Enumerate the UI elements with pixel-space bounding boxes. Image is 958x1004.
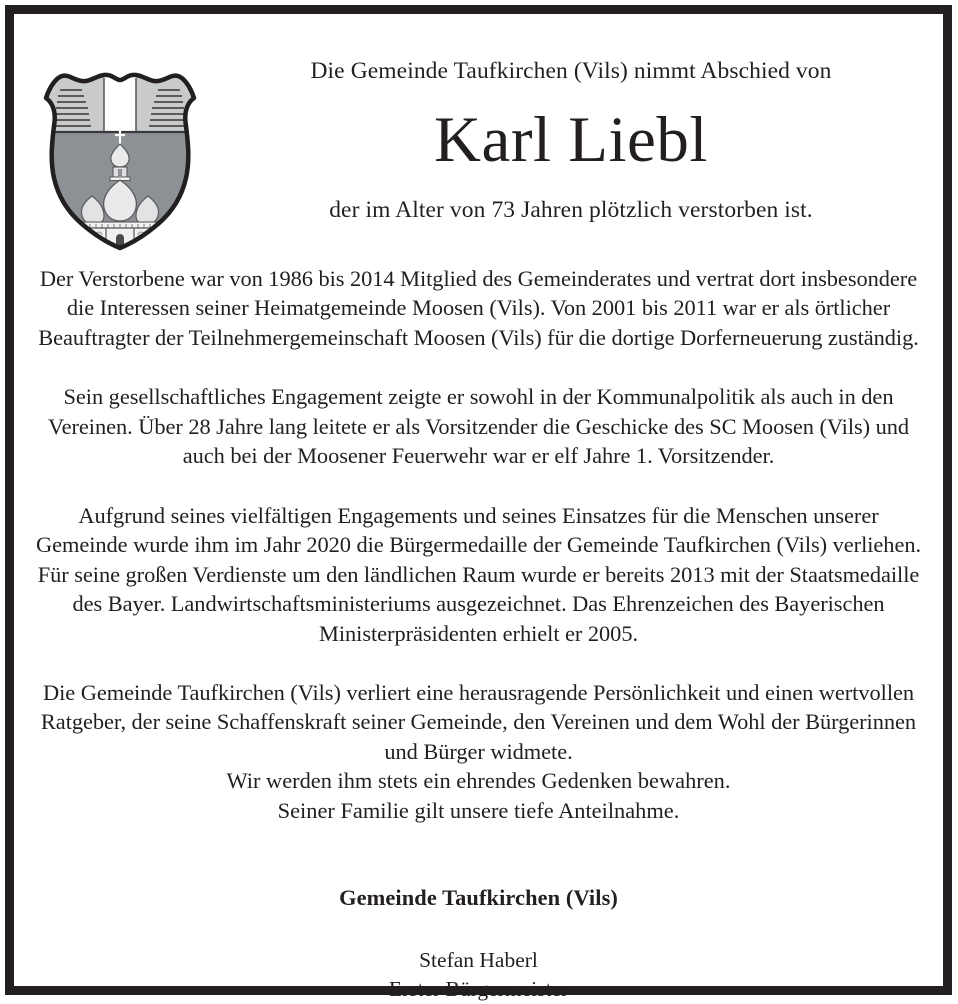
- body-paragraph-1: Der Verstorbene war von 1986 bis 2014 Mitglied des Gemeinderates und vertrat dort insbesondere die Interessen seiner Heimatgemeinde Moosen (Vils). Von 2001 bis 2011 war er als örtlicher Beauftragter der Teilnehmergemeinschaft Moosen (Vils) für die dortige Dorferneuerung zuständig.: [38, 266, 919, 350]
- intro-line: Die Gemeinde Taufkirchen (Vils) nimmt Abschied von: [310, 58, 832, 84]
- notice-body: [31, 264, 926, 1004]
- notice-border-frame: [5, 5, 952, 1001]
- body-paragraph-2: Sein gesellschaftliches Engagement zeigte er sowohl in der Kommunalpolitik als auch in den Vereinen. Über 28 Jahre lang leitete er als Vorsitzender die Geschicke des SC Moosen (Vils) und auch bei der Moosener Feuerwehr war er elf Jahre 1. Vorsitzender.: [47, 384, 910, 469]
- deceased-name: Karl Liebl: [434, 104, 708, 177]
- notice-header: [14, 14, 943, 254]
- issuing-authority: Gemeinde Taufkirchen (Vils): [339, 885, 618, 911]
- header-text-block: [219, 14, 923, 225]
- closing-block: [31, 766, 926, 825]
- body-paragraph-4: Die Gemeinde Taufkirchen (Vils) verliert eine herausragende Persönlichkeit und einen wertvollen Ratgeber, der seine Schaffenskraft seiner Gemeinde, den Vereinen und dem Wohl der Bürgerinnen und Bürger widmete.: [40, 679, 917, 764]
- body-paragraph-3: Aufgrund seines vielfältigen Engagements und seines Einsatzes für die Menschen unserer Gemeinde wurde ihm im Jahr 2020 die Bürgermedaille der Gemeinde Taufkirchen (Vils) verliehen. Für seine großen Verdienste um den ländlichen Raum wurde er bereits 2013 mit der Staatsmedaille des Bayer. Landwirtschaftsministeriums ausgezeichnet. Das Ehrenzeichen des Bayerischen Ministerpräsidenten erhielt er 2005.: [35, 502, 922, 646]
- signatory-name: Stefan Haberl: [419, 948, 538, 973]
- closing-line-2: Seiner Familie gilt unsere tiefe Anteilnahme.: [277, 797, 680, 823]
- age-line: der im Alter von 73 Jahren plötzlich verstorben ist.: [329, 197, 813, 224]
- signature-block: [31, 946, 926, 1003]
- notice-inner-content: [14, 14, 943, 1001]
- coat-of-arms-icon: [34, 56, 206, 252]
- signatory-title: Erster Bürgermeister: [388, 976, 569, 1001]
- closing-line-1: Wir werden ihm stets ein ehrendes Gedenken bewahren.: [226, 768, 731, 794]
